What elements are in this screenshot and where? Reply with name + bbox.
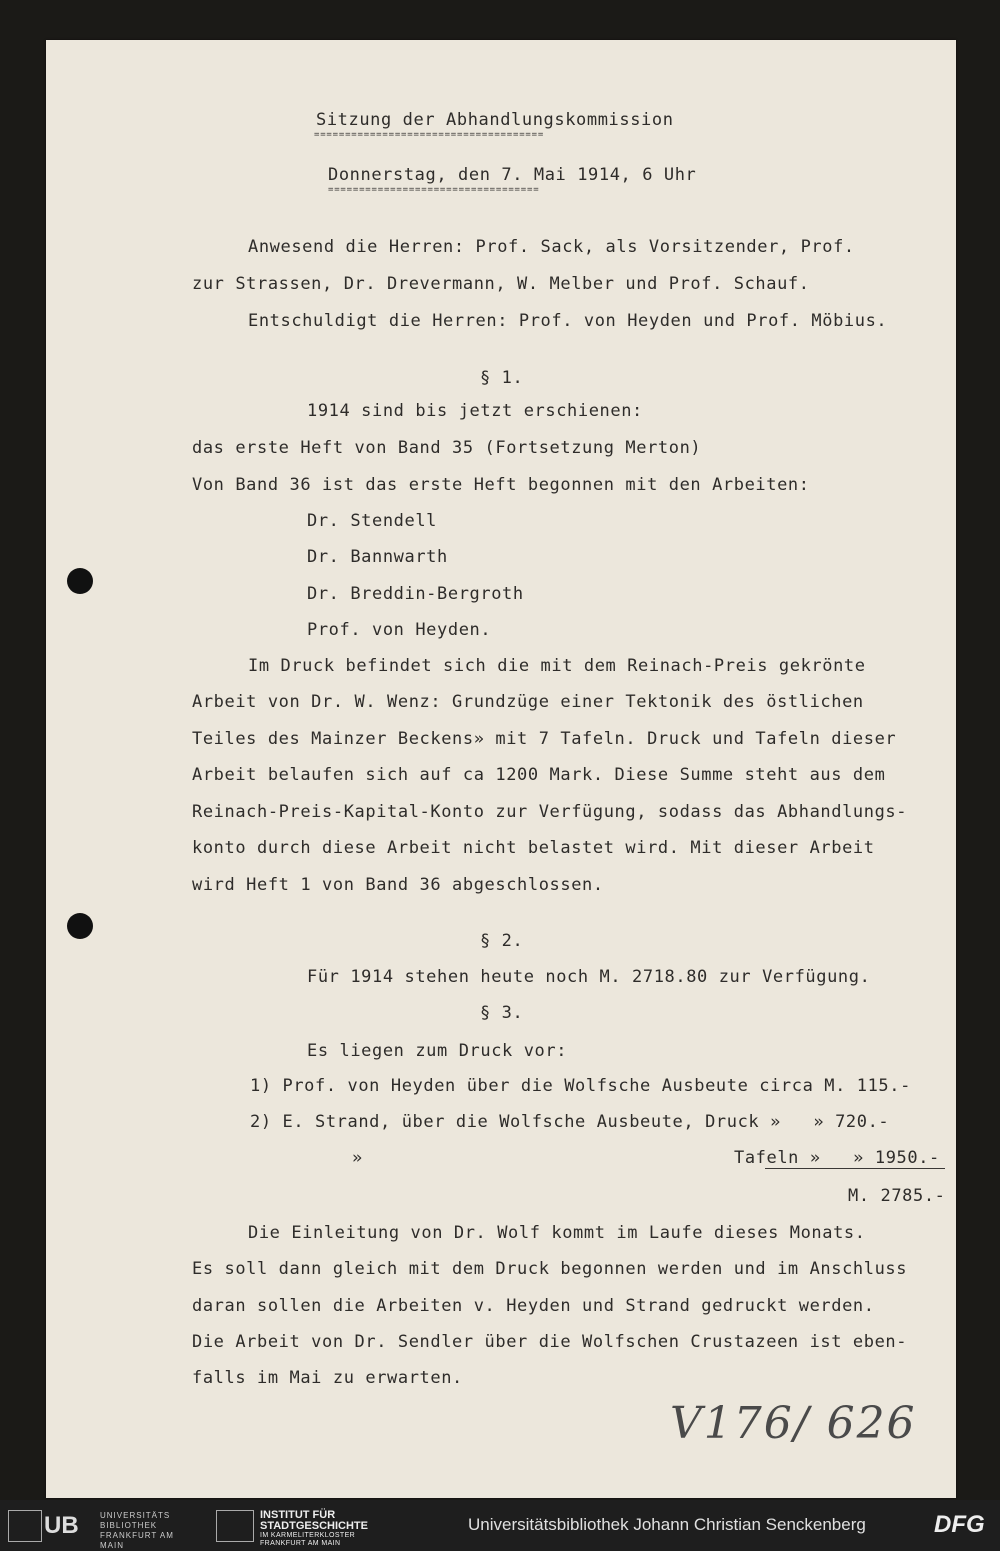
date-line: Donnerstag, den 7. Mai 1914, 6 Uhr (328, 165, 697, 185)
excused-line: Entschuldigt die Herren: Prof. von Heyden und Prof. Möbius. (248, 311, 888, 331)
list-item: Tafeln » » 1950.- (734, 1148, 940, 1168)
paragraph-line: Im Druck befindet sich die mit dem Reinach-Preis gekrönte (248, 656, 866, 676)
paragraph-line: Die Einleitung von Dr. Wolf kommt im Laufe dieses Monats. (248, 1223, 866, 1243)
ub-line: FRANKFURT AM MAIN (100, 1531, 174, 1550)
paragraph-line: Reinach-Preis-Kapital-Konto zur Verfügung, sodass das Abhandlungs- (192, 802, 908, 822)
author-name: Prof. von Heyden. (307, 620, 492, 640)
paragraph-line: Es soll dann gleich mit dem Druck begonnen werden und im Anschluss (192, 1259, 908, 1279)
author-name: Dr. Bannwarth (307, 547, 448, 567)
isg-line: INSTITUT FÜR (260, 1509, 336, 1521)
ub-logo[interactable] (8, 1508, 198, 1550)
attendance-line: zur Strassen, Dr. Drevermann, W. Melber und Prof. Schauf. (192, 274, 810, 294)
dfg-logo[interactable]: DFG (934, 1511, 985, 1538)
footer-bar (0, 1500, 1000, 1551)
paragraph-line: falls im Mai zu erwarten. (192, 1368, 463, 1388)
punch-hole (67, 913, 93, 939)
portrait-icon (8, 1510, 42, 1542)
sum-rule (765, 1168, 945, 1169)
paragraph-line: konto durch diese Arbeit nicht belastet wird. Mit dieser Arbeit (192, 838, 875, 858)
document-title: Sitzung der Abhandlungskommission (316, 110, 674, 130)
date-underline: ================================== (328, 185, 540, 195)
isg-line: STADTGESCHICHTE (260, 1520, 368, 1532)
paragraph-line: Von Band 36 ist das erste Heft begonnen mit den Arbeiten: (192, 475, 810, 495)
attendance-line: Anwesend die Herren: Prof. Sack, als Vorsitzender, Prof. (248, 237, 855, 257)
shelfmark-handwritten: V176/ 626 (670, 1398, 917, 1449)
library-name: Universitätsbibliothek Johann Christian Senckenberg (468, 1515, 866, 1534)
paragraph-line: Es liegen zum Druck vor: (307, 1041, 568, 1061)
list-item: 2) E. Strand, über die Wolfsche Ausbeute, Druck » » 720.- (250, 1112, 890, 1132)
paragraph-line: Teiles des Mainzer Beckens» mit 7 Tafeln. Druck und Tafeln dieser (192, 729, 897, 749)
ditto-mark: » (352, 1148, 363, 1168)
paragraph-line: daran sollen die Arbeiten v. Heyden und Strand gedruckt werden. (192, 1296, 875, 1316)
isg-line: IM KARMELITERKLOSTER (260, 1532, 356, 1539)
ub-letters: UB (44, 1512, 79, 1539)
title-underline: ===================================== (314, 130, 545, 140)
section-heading: § 1. (480, 368, 524, 388)
paragraph-line: 1914 sind bis jetzt erschienen: (307, 401, 643, 421)
paragraph-line: das erste Heft von Band 35 (Fortsetzung Merton) (192, 438, 702, 458)
punch-hole (67, 568, 93, 594)
paragraph-line: wird Heft 1 von Band 36 abgeschlossen. (192, 875, 604, 895)
section-heading: § 3. (480, 1003, 524, 1023)
author-name: Dr. Stendell (307, 511, 438, 531)
arch-icon (216, 1510, 254, 1542)
paragraph-line: Die Arbeit von Dr. Sendler über die Wolfschen Crustazeen ist eben- (192, 1332, 908, 1352)
ub-text (100, 1511, 198, 1551)
ub-line: UNIVERSITÄTS (100, 1511, 171, 1520)
sum-total: M. 2785.- (848, 1186, 946, 1206)
section-heading: § 2. (480, 931, 524, 951)
ub-line: BIBLIOTHEK (100, 1521, 158, 1530)
paragraph-line: Arbeit belaufen sich auf ca 1200 Mark. Diese Summe steht aus dem (192, 765, 886, 785)
isg-text (260, 1510, 368, 1548)
isg-logo[interactable] (216, 1508, 436, 1547)
paragraph-line: Für 1914 stehen heute noch M. 2718.80 zur Verfügung. (307, 967, 871, 987)
list-item: 1) Prof. von Heyden über die Wolfsche Ausbeute circa M. 115.- (250, 1076, 911, 1096)
paragraph-line: Arbeit von Dr. W. Wenz: Grundzüge einer Tektonik des östlichen (192, 692, 864, 712)
isg-line: FRANKFURT AM MAIN (260, 1540, 341, 1547)
author-name: Dr. Breddin-Bergroth (307, 584, 524, 604)
